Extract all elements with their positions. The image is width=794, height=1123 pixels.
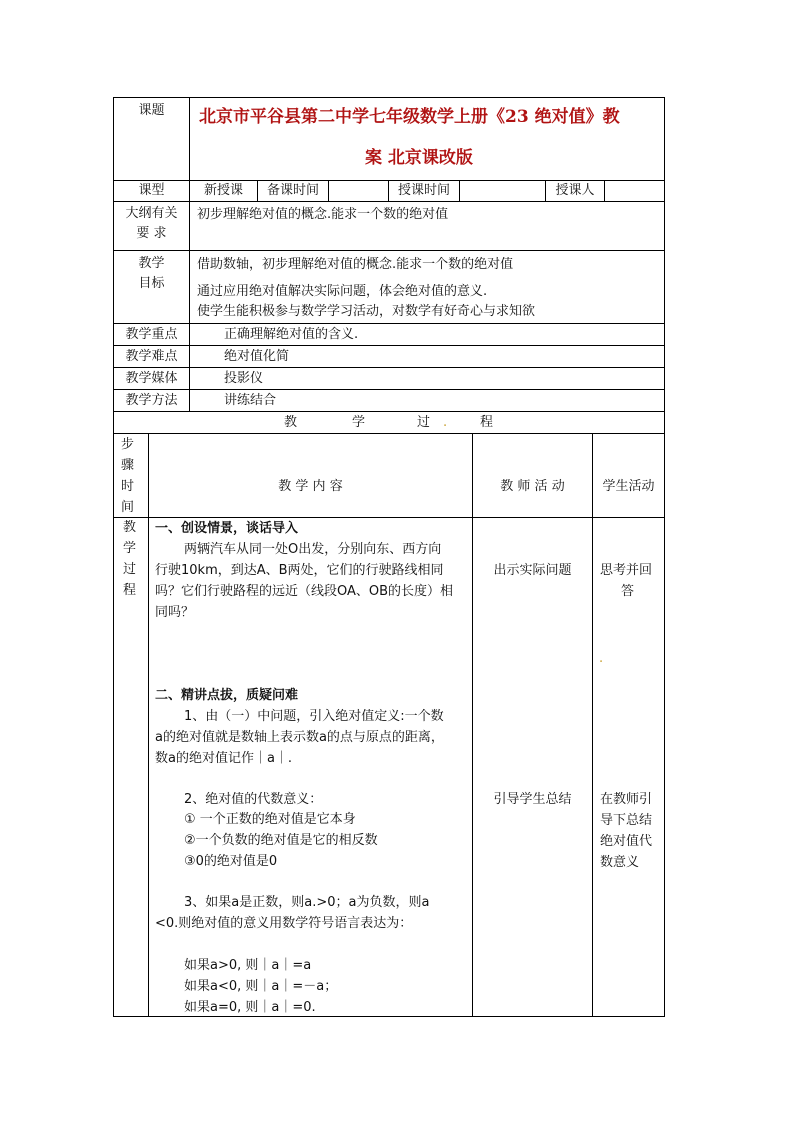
step-header-char-2: 骤 [121, 458, 135, 473]
student-activity-2-line-1: 在教师引 [600, 792, 653, 807]
info-label-difficulty: 教学难点 [125, 349, 178, 364]
type-label: 课型 [138, 183, 165, 198]
info-label-focus: 教学重点 [125, 327, 178, 342]
case-line-3: 如果a=0, 则｜a｜=0. [184, 1000, 316, 1015]
prep-time-label: 备课时间 [266, 183, 319, 198]
goal-line-3: 使学生能积极参与数学学习活动，对数学有好奇心与求知欲 [197, 304, 536, 319]
step-header-char-4: 间 [121, 500, 135, 515]
student-activity-dot: . [599, 651, 604, 666]
syllabus-text: 初步理解绝对值的概念.能求一个数的绝对值 [197, 207, 449, 222]
sec1-line-1: 两辆汽车从同一处O出发，分别向东、西方向 [184, 542, 442, 557]
content-header: 教 学 内 容 [278, 479, 343, 494]
section-2-title: 二、精讲点拔，质疑问难 [155, 688, 299, 703]
student-activity-2-line-2: 导下总结 [600, 813, 653, 828]
teach-time-label: 授课时间 [397, 183, 450, 198]
sec1-line-2: 行驶10km，到达A、B两处，它们的行驶路线相同 [155, 563, 444, 578]
case-line-1: 如果a>0, 则｜a｜=a [184, 958, 312, 973]
info-label-method: 教学方法 [125, 393, 178, 408]
sec1-line-4: 同吗？ [155, 605, 195, 620]
teacher-header: 教 师 活 动 [500, 479, 565, 494]
side-label-char-1: 教 [123, 520, 137, 535]
alg-line-3: ③0的绝对值是0 [184, 854, 278, 869]
student-activity-2-line-4: 数意义 [600, 855, 640, 870]
info-value-difficulty: 绝对值化简 [224, 349, 290, 364]
info-label-media: 教学媒体 [125, 371, 178, 386]
info-value-focus: 正确理解绝对值的含义. [224, 327, 359, 342]
info-value-method: 讲练结合 [224, 393, 277, 408]
student-activity-1-line-2: 答 [621, 584, 635, 599]
case-line-2: 如果a<0, 则｜a｜=－a； [184, 979, 338, 994]
def-line-2: a的绝对值就是数轴上表示数a的点与原点的距离， [155, 730, 444, 745]
process-title-char-2: 学 [352, 415, 366, 430]
goals-label-2: 目标 [138, 276, 165, 291]
side-label-char-2: 学 [123, 541, 137, 556]
process-title-dot: . [443, 415, 448, 430]
topic-label: 课题 [138, 103, 165, 118]
process-title-char-4: 程 [480, 415, 494, 430]
goal-line-2: 通过应用绝对值解决实际问题，体会绝对值的意义. [197, 284, 488, 299]
page-title-line1: 北京市平谷县第二中学七年级数学上册《23 绝对值》教 [199, 107, 620, 127]
type-value: 新授课 [203, 183, 243, 198]
teacher-activity-1: 出示实际问题 [493, 563, 572, 578]
side-label-char-3: 过 [123, 562, 137, 577]
goals-label-1: 教学 [138, 256, 165, 271]
alg-title: 2、绝对值的代数意义： [184, 792, 323, 807]
step-header-char-1: 步 [121, 437, 135, 452]
side-label-char-4: 程 [123, 583, 137, 598]
sym-line-2: <0.则绝对值的意义用数学符号语言表达为： [155, 916, 413, 931]
alg-line-2: ②一个负数的绝对值是它的相反数 [184, 833, 378, 848]
page-title-line2: 案 北京课改版 [365, 148, 473, 168]
process-title-char-1: 教 [284, 415, 298, 430]
syllabus-label-1: 大纲有关 [125, 206, 178, 221]
teacher-label: 授课人 [555, 183, 595, 198]
teacher-activity-2: 引导学生总结 [493, 792, 572, 807]
sec1-line-3: 吗？它们行驶路程的远近（线段OA、OB的长度）相 [155, 584, 454, 599]
student-activity-2-line-3: 绝对值代 [600, 834, 653, 849]
sym-line-1: 3、如果a是正数，则a.>0；a为负数，则a [184, 895, 430, 910]
step-header-char-3: 时 [121, 479, 135, 494]
student-header: 学生活动 [602, 479, 655, 494]
alg-line-1: ① 一个正数的绝对值是它本身 [184, 812, 356, 827]
student-activity-1-line-1: 思考并回 [600, 563, 653, 578]
goal-line-1: 借助数轴，初步理解绝对值的概念.能求一个数的绝对值 [197, 257, 514, 272]
syllabus-label-2: 要 求 [136, 226, 167, 241]
section-1-title: 一、创设情景，谈话导入 [155, 521, 299, 536]
def-line-3: 数a的绝对值记作｜a｜. [155, 751, 293, 766]
def-line-1: 1、由（一）中问题，引入绝对值定义:一个数 [184, 709, 444, 724]
info-value-media: 投影仪 [224, 371, 264, 386]
process-title-char-3: 过 [417, 415, 431, 430]
